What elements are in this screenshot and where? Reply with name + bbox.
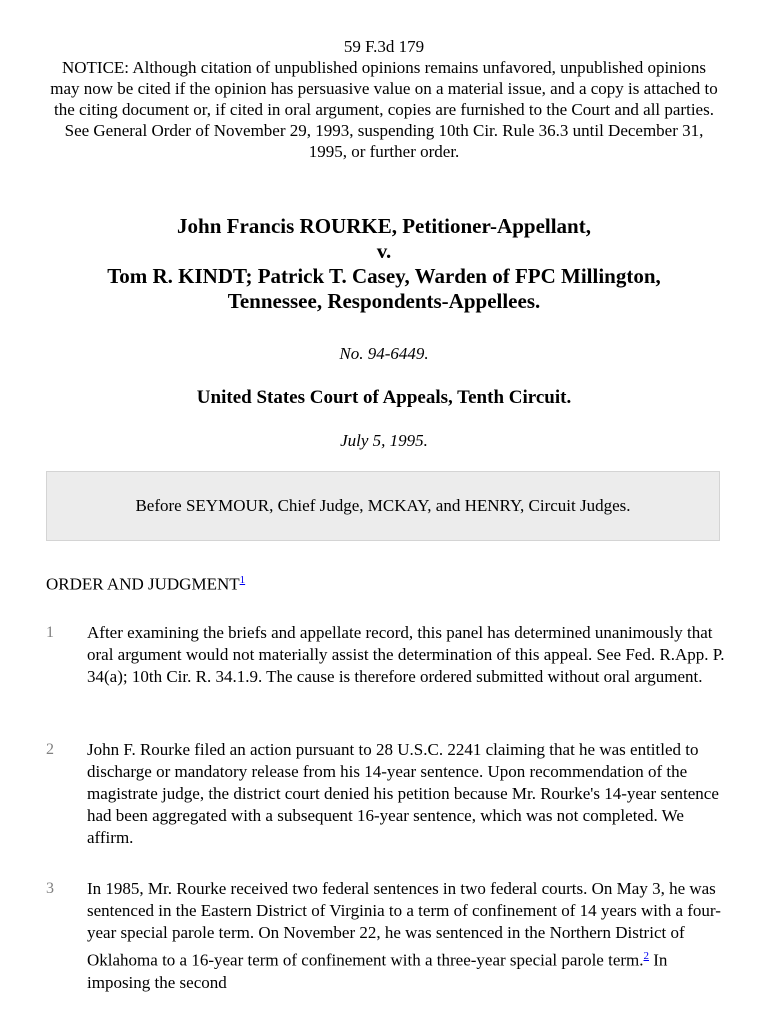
case-citation: 59 F.3d 179 [343, 37, 425, 56]
decision-date: July 5, 1995. [340, 431, 428, 450]
paragraph-number: 2 [46, 741, 54, 758]
versus-line: v. [376, 239, 392, 263]
order-title [46, 571, 245, 595]
petitioner-line: John Francis ROURKE, Petitioner-Appellant, [177, 214, 591, 238]
paragraph-1 [46, 622, 726, 688]
paragraph-number: 3 [46, 880, 54, 897]
paragraph-3 [46, 878, 726, 994]
court-name: United States Court of Appeals, Tenth Circuit. [196, 387, 572, 408]
docket-number: No. 94-6449. [339, 344, 429, 363]
paragraph-2 [46, 739, 726, 849]
paragraph-text-part-2: In imposing the second [87, 950, 668, 992]
judges-panel [46, 471, 720, 541]
paragraph-text: John F. Rourke filed an action pursuant to 28 U.S.C. 2241 claiming that he was entitled to discharge or mandatory release from his 14-year sentence. Upon recommendation of the magistrate judge, the district court denied his petition because Mr. Rourke's 14-year sentence had been aggregated with a subsequent 16-year sentence, which was not completed. We affirm. [87, 740, 719, 847]
paragraph-number: 1 [46, 624, 54, 641]
paragraph-text: After examining the briefs and appellate record, this panel has determined unanimously that oral argument would not materially assist the determination of this appeal. See Fed. R.App. P. 34(a); 10th Cir. R. 34.1.9. The cause is therefore ordered submitted without oral argument. [87, 623, 725, 686]
unpublished-notice: NOTICE: Although citation of unpublished opinions remains unfavored, unpublished opinions may now be cited if the opinion has persuasive value on a material issue, and a copy is attached to the citing document or, if cited in oral argument, copies are furnished to the Court and all parties. See General Order of November 29, 1993, suspending 10th Cir. Rule 36.3 until December 31, 1995, or further order. [50, 58, 718, 161]
paragraph-text-part-1: In 1985, Mr. Rourke received two federal sentences in two federal courts. On May 3, he was sentenced in the Eastern District of Virginia to a term of confinement of 14 years with a four-year special parole term. On November 22, he was sentenced in the Northern District of Oklahoma to a 16-year term of confinement with a three-year special parole term. [87, 879, 721, 970]
case-caption [20, 214, 748, 314]
respondents-line-1: Tom R. KINDT; Patrick T. Casey, Warden of FPC Millington, [107, 264, 661, 288]
footnote-link-2[interactable]: 2 [643, 950, 650, 962]
order-title-text: ORDER AND JUDGMENT [46, 574, 240, 594]
footnote-link-1[interactable]: 1 [239, 574, 246, 586]
respondents-line-2: Tennessee, Respondents-Appellees. [227, 289, 541, 313]
judges-panel-text: Before SEYMOUR, Chief Judge, MCKAY, and HENRY, Circuit Judges. [135, 496, 631, 515]
paragraph-text [87, 878, 726, 994]
